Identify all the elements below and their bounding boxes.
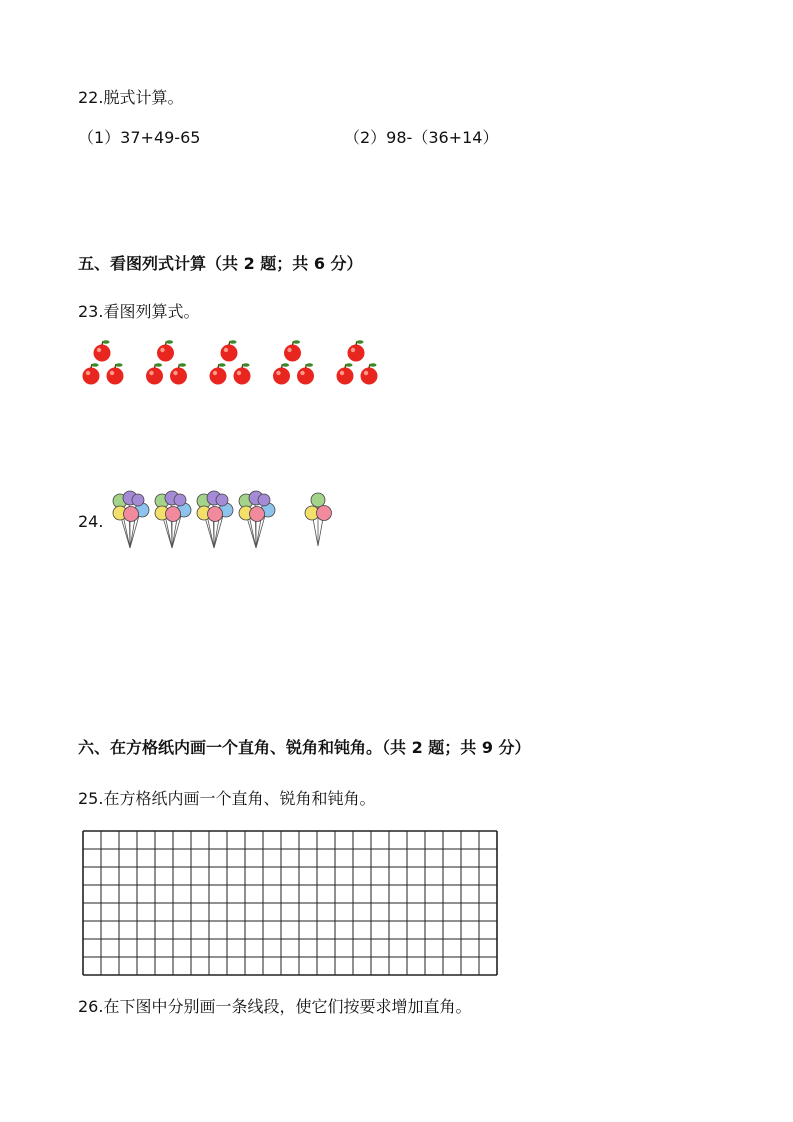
q22-title: 22.脱式计算。 — [78, 88, 184, 107]
apple-groups-figure — [70, 338, 400, 392]
apple-icon — [348, 340, 365, 361]
balloon-bunches-figure — [104, 488, 344, 552]
q22-part1: （1）37+49-65 — [78, 128, 201, 147]
balloon-bunch-small-icon — [305, 493, 332, 546]
apple-icon — [297, 363, 314, 384]
apple-icon — [146, 363, 163, 384]
apple-icon — [157, 340, 174, 361]
apple-icon — [234, 363, 251, 384]
apple-icon — [83, 363, 100, 384]
q23-title: 23.看图列算式。 — [78, 302, 200, 321]
q25-title: 25.在方格纸内画一个直角、锐角和钝角。 — [78, 789, 376, 808]
balloon-bunch-icon — [197, 491, 233, 548]
q26-title: 26.在下图中分别画一条线段，使它们按要求增加直角。 — [78, 997, 472, 1016]
square-grid-paper[interactable] — [80, 829, 500, 977]
q22-part2: （2）98-（36+14） — [344, 128, 499, 147]
apple-icon — [94, 340, 111, 361]
balloon-bunch-icon — [155, 491, 191, 548]
apple-icon — [284, 340, 301, 361]
section6-heading: 六、在方格纸内画一个直角、锐角和钝角。（共 2 题；共 9 分） — [78, 738, 531, 757]
q24-number: 24. — [78, 512, 104, 531]
apple-icon — [273, 363, 290, 384]
apple-icon — [221, 340, 238, 361]
apple-icon — [170, 363, 187, 384]
apple-icon — [337, 363, 354, 384]
apple-icon — [210, 363, 227, 384]
section5-heading: 五、看图列式计算（共 2 题；共 6 分） — [78, 254, 363, 273]
balloon-bunch-icon — [113, 491, 149, 548]
apple-icon — [107, 363, 124, 384]
balloon-bunch-icon — [239, 491, 275, 548]
apple-icon — [361, 363, 378, 384]
